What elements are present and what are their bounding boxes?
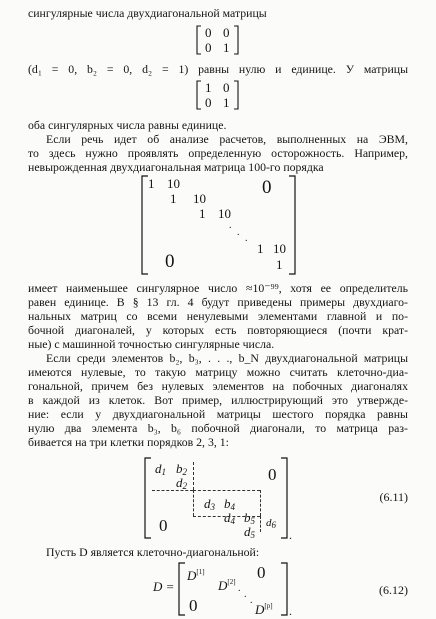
text-line: бивается на три клетки порядков 2, 3, 1:: [28, 435, 229, 449]
equation-number: (6.12): [379, 583, 408, 597]
text-line: оба сингулярных числа равны единице.: [28, 118, 227, 132]
zero-block: 0: [165, 251, 175, 272]
left-bracket-icon: [144, 458, 152, 538]
block-divider: [193, 490, 194, 516]
diagonal-dots: .: [237, 227, 241, 238]
matrix-cell: 1: [148, 176, 155, 191]
text-line: гональной, причем без нулевых элементов на побочных диагоналях: [28, 379, 408, 393]
matrix-cell: 0: [205, 25, 212, 40]
text-line: имеет наименьшее сингулярное число ≈10⁻⁹⁹, хотя ее определитель: [28, 281, 408, 295]
text-line: Пусть D является клеточно-диагональной:: [46, 545, 260, 559]
block-divider: [260, 490, 261, 516]
zero-block: 0: [268, 465, 277, 484]
block-divider: [193, 490, 260, 491]
diagonal-dots: .: [244, 589, 248, 600]
block-divider: [193, 462, 194, 490]
text-line: то здесь нужно проявлять определенную осторожность. Например,: [28, 146, 408, 160]
matrix-cell: 0: [223, 80, 230, 95]
matrix-cell: 1: [199, 206, 206, 221]
matrix-cell: 0: [205, 40, 212, 55]
block-divider: [152, 490, 193, 491]
left-bracket-icon: [196, 81, 202, 109]
text-line: невырожденная двухдиагональная матрица 100-го порядка: [28, 160, 324, 174]
text-line: равен единице. В § 13 гл. 4 будут приведены примеры двухдиаго-: [28, 295, 408, 309]
diagonal-dots: .: [245, 233, 249, 244]
text-line: (d₁ = 0, b₂ = 0, d₂ = 1) равны нулю и единице. У матрицы: [28, 62, 408, 76]
text-line: ние: если у двухдиагональной матрицы шестого порядка равны: [28, 407, 408, 421]
left-bracket-icon: [196, 26, 202, 54]
matrix-cell: 10: [218, 206, 231, 221]
matrix-cell: 0: [205, 95, 212, 110]
matrix-cell: D[2]: [218, 578, 236, 593]
matrix-cell: D[p]: [255, 602, 273, 617]
matrix-cell: $b_2$: [176, 461, 187, 477]
matrix-cell: 10: [193, 191, 206, 206]
block-divider: [193, 516, 260, 517]
matrix-cell: 1: [223, 95, 230, 110]
matrix-cell: $b_4$: [224, 496, 235, 512]
matrix-cell: $d_3$: [204, 496, 215, 512]
text-line: Если среди элементов b₂, b₃, . . ., b_N двухдиагональной матрицы: [46, 351, 408, 365]
right-bracket-icon: [288, 176, 296, 274]
matrix-cell: 10: [273, 241, 286, 256]
matrix-cell: 1: [257, 241, 264, 256]
period: .: [289, 528, 293, 542]
text-line: сингулярные числа двухдиагональной матрицы: [28, 6, 267, 20]
text-line: бочной диагоналей, у которых есть повторяющиеся (почти крат-: [28, 323, 408, 337]
matrix-cell: $b_5$: [244, 510, 255, 526]
diagonal-dots: .: [250, 595, 254, 606]
matrix-cell: 1: [223, 40, 230, 55]
zero-block: 0: [262, 177, 272, 198]
right-bracket-icon: [280, 458, 288, 538]
right-bracket-icon: [233, 26, 239, 54]
matrix-cell: 10: [167, 176, 180, 191]
matrix-cell: 0: [223, 25, 230, 40]
diagonal-dots: .: [229, 220, 233, 231]
diagonal-dots: .: [238, 583, 242, 594]
matrix-cell: $d_2$: [176, 475, 187, 491]
text-line: Если речь идет об анализе расчетов, выполненных на ЭВМ,: [46, 132, 408, 146]
equation-number: (6.11): [379, 490, 408, 504]
matrix-cell: 1: [170, 191, 177, 206]
block-divider: [260, 516, 261, 532]
matrix-cell: 1: [276, 257, 283, 272]
left-bracket-icon: [178, 563, 186, 615]
text-line: нальных матриц со всеми ненулевыми элементами главной и по-: [28, 309, 408, 323]
zero-block: 0: [257, 563, 266, 582]
matrix-cell: $d_1$: [155, 461, 166, 477]
matrix-cell: $d_5$: [244, 524, 255, 540]
text-line: в каждой из клеток. Вот пример, иллюстрирующий это утвержде-: [28, 393, 408, 407]
matrix-cell: $d_6$: [266, 517, 276, 530]
matrix-lhs: D =: [153, 579, 175, 594]
matrix-cell: $d_4$: [224, 510, 235, 526]
right-bracket-icon: [233, 81, 239, 109]
zero-block: 0: [189, 596, 198, 615]
matrix-cell: 1: [205, 80, 212, 95]
text-line: ные) с машинной точностью сингулярные числа.: [28, 337, 275, 351]
text-line: имеются нулевые, то такую матрицу можно считать клеточно-диа-: [28, 365, 408, 379]
zero-block: 0: [159, 516, 168, 535]
period: .: [289, 604, 293, 618]
right-bracket-icon: [280, 563, 288, 615]
matrix-cell: D[1]: [187, 568, 205, 583]
text-line: нулю два элемента b₃, b₆ побочной диагонали, то матрица раз-: [28, 421, 408, 435]
